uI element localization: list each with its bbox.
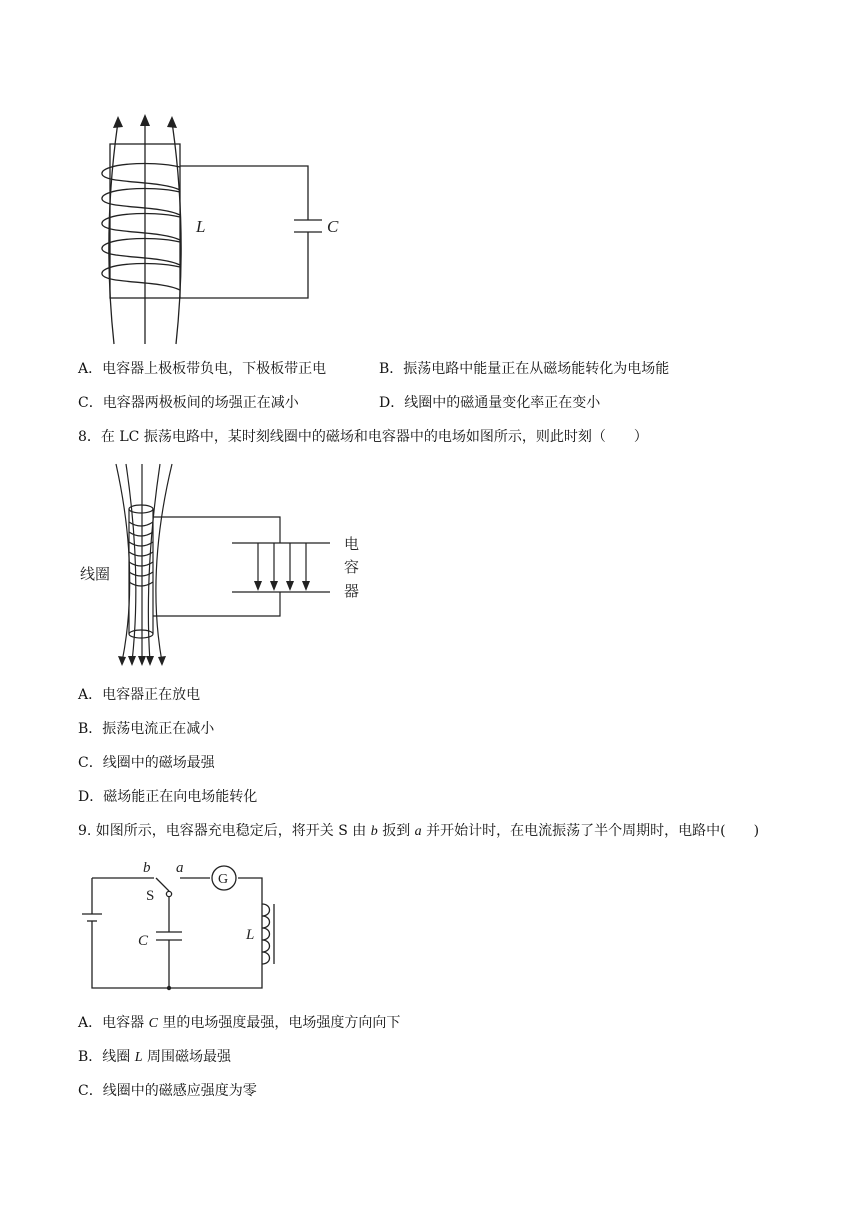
figure-lc-switch-circuit <box>86 852 286 997</box>
q7-option-a: A．电容器上极板带负电，下极板带正电 <box>78 361 327 377</box>
label-L: L <box>196 217 206 236</box>
q7-option-c: C．电容器两极板间的场强正在减小 <box>78 395 299 411</box>
label-capacitor-2: 容 <box>344 558 360 576</box>
label-capacitor-1: 电 <box>344 535 360 553</box>
figure-coil-capacitor-field <box>78 462 378 672</box>
label-L: L <box>246 927 255 943</box>
q9-stem: 9. 如图所示，电容器充电稳定后，将开关 S 由 b 扳到 a 并开始计时，在电流振荡了半个周期时，电路中( ) <box>78 823 760 839</box>
label-capacitor-3: 器 <box>344 582 360 600</box>
q8-option-d: D．磁场能正在向电场能转化 <box>78 789 258 805</box>
label-C: C <box>327 217 339 236</box>
q8-option-a: A．电容器正在放电 <box>78 687 201 703</box>
q8-option-c: C．线圈中的磁场最强 <box>78 755 215 771</box>
label-C: C <box>138 933 149 949</box>
q7-option-d: D．线圈中的磁通量变化率正在变小 <box>379 395 601 411</box>
q9-option-a: A．电容器 C 里的电场强度最强，电场强度方向向下 <box>78 1015 401 1031</box>
q8-stem: 8．在 LC 振荡电路中，某时刻线圈中的磁场和电容器中的电场如图所示，则此时刻（ ） <box>78 429 648 445</box>
label-G: G <box>218 872 229 887</box>
q8-option-b: B．振荡电流正在减小 <box>78 721 215 737</box>
figure-coil-capacitor <box>90 112 370 344</box>
label-coil: 线圈 <box>80 565 111 583</box>
q9-option-b: B．线圈 L 周围磁场最强 <box>78 1049 231 1065</box>
label-a: a <box>176 860 184 876</box>
q9-option-c: C．线圈中的磁感应强度为零 <box>78 1083 257 1099</box>
label-b: b <box>143 860 151 876</box>
label-S: S <box>146 888 155 904</box>
q7-option-b: B．振荡电路中能量正在从磁场能转化为电场能 <box>379 361 670 377</box>
